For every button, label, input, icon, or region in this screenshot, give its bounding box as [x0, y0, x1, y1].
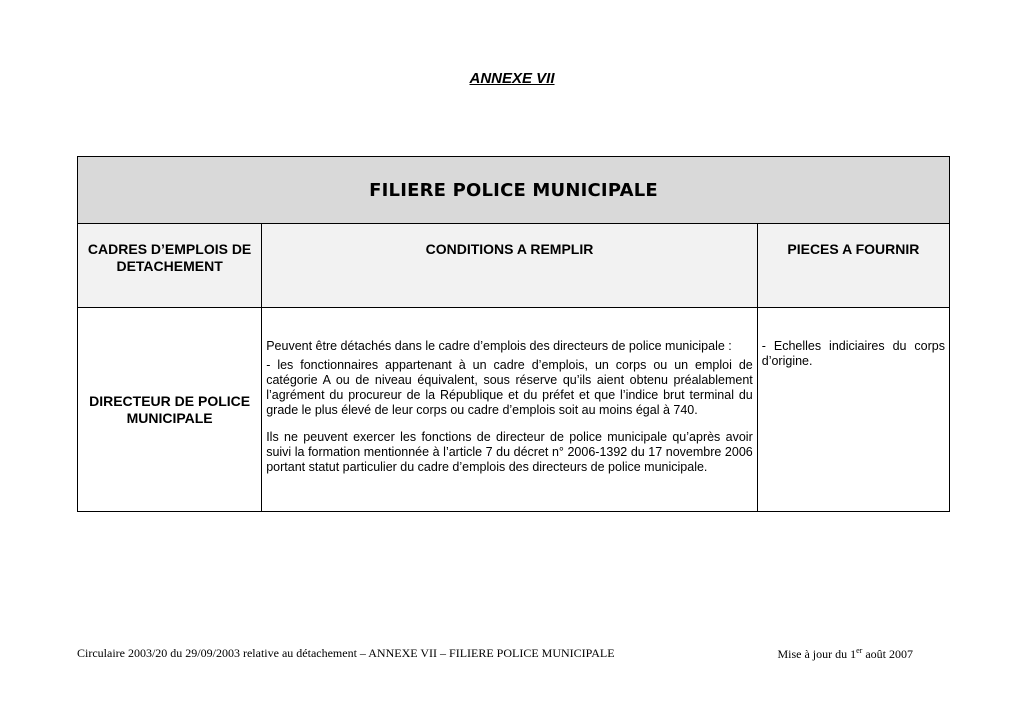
header-cadres: CADRES D’EMPLOIS DE DETACHEMENT — [78, 224, 262, 308]
conditions-note: Ils ne peuvent exercer les fonctions de directeur de police municipale qu’après avoir suivi la formation mentionnée à l’article 7 du décret n° 2006-1392 du 17 novembre 2006 portant statut particulier du cadre d’emplois des directeurs de police municipale. — [266, 430, 753, 474]
footer-reference: Circulaire 2003/20 du 29/09/2003 relative au détachement – ANNEXE VII – FILIERE POLICE MUNICIPALE — [77, 646, 615, 660]
annex-title: ANNEXE VII — [469, 70, 555, 87]
conditions-item: - les fonctionnaires appartenant à un cadre d’emplois, un corps ou un emploi de catégorie A ou de niveau équivalent, sous réserve qu’ils aient obtenu préalablement l’agrément du procureur de la République et du préfet et que l’indice brut terminal du grade le plus élevé de leur corps ou cadre d’emplois soit au moins égal à 740. — [266, 358, 753, 417]
conditions-intro: Peuvent être détachés dans le cadre d’emplois des directeurs de police municipale : — [266, 339, 732, 353]
table-title: FILIERE POLICE MUNICIPALE — [78, 157, 950, 224]
pieces-cell: - Echelles indiciaires du corps d’origine. — [757, 308, 949, 512]
header-conditions: CONDITIONS A REMPLIR — [262, 224, 758, 308]
header-pieces: PIECES A FOURNIR — [757, 224, 949, 308]
footer-update-date — [777, 646, 913, 662]
cadre-cell: DIRECTEUR DE POLICE MUNICIPALE — [78, 308, 262, 512]
conditions-cell — [262, 308, 758, 512]
footer-date-sup: er — [856, 646, 863, 655]
footer-date-suffix: août 2007 — [862, 647, 913, 661]
footer-date-prefix: Mise à jour du 1 — [777, 647, 857, 661]
filiere-table — [77, 156, 950, 512]
